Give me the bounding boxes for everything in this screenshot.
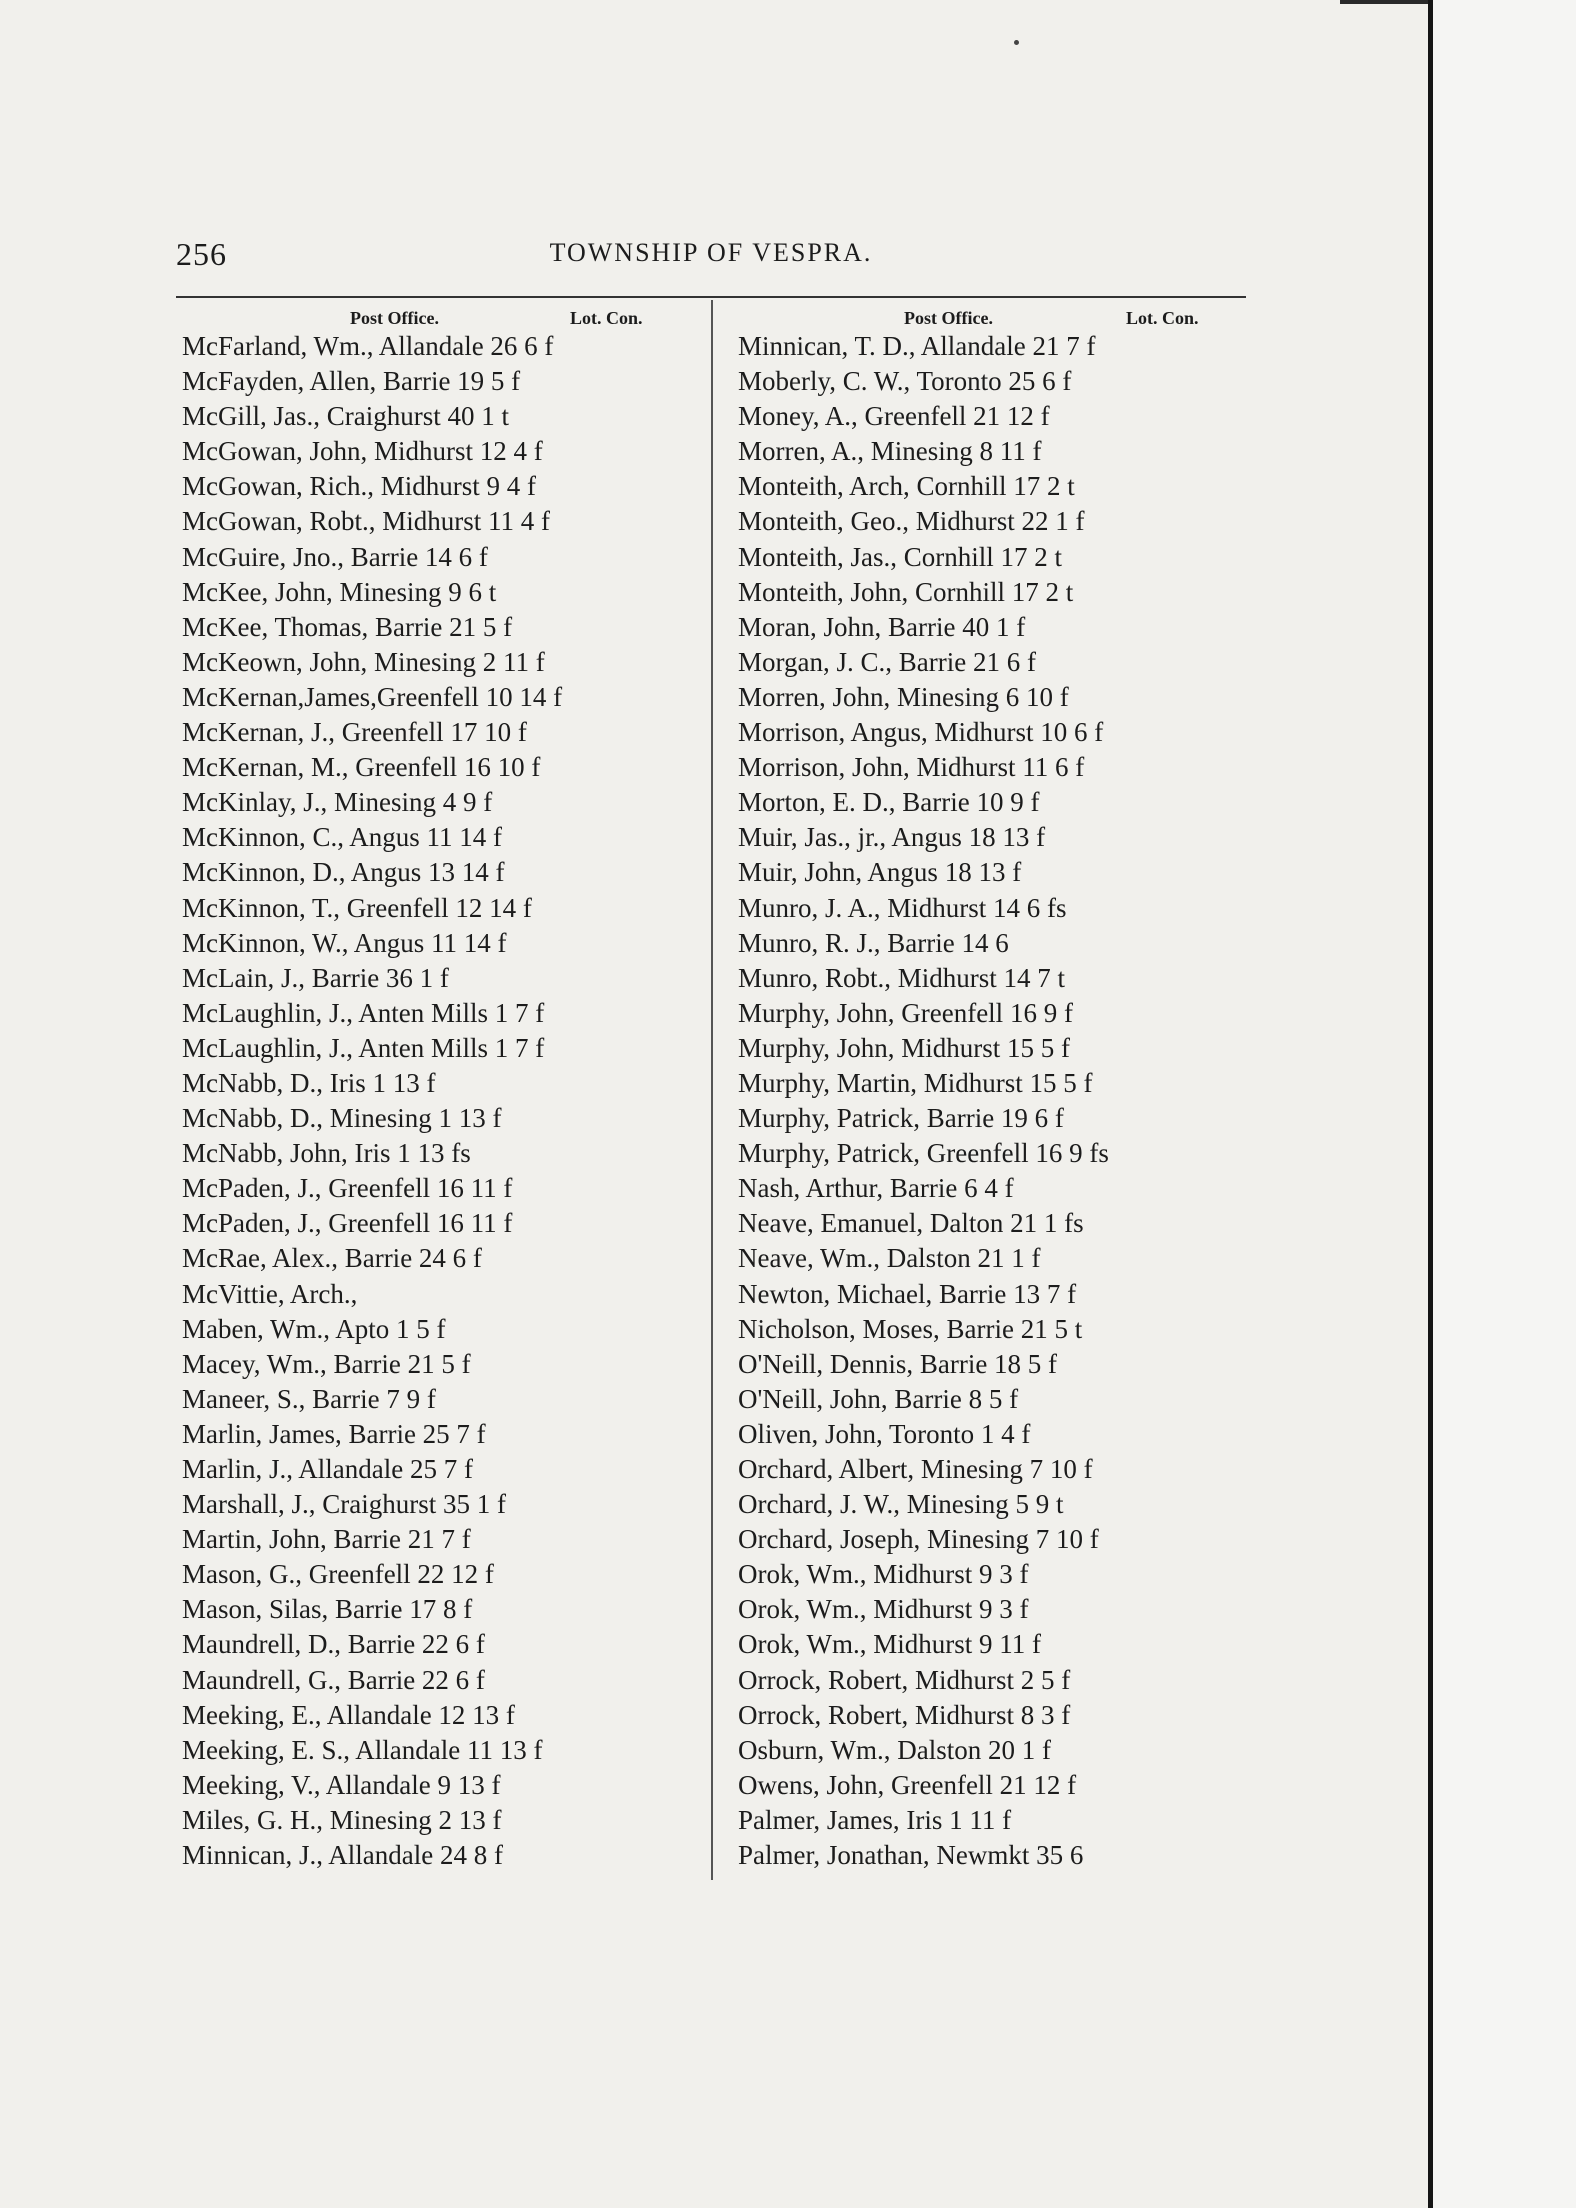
- directory-entry: McPaden, J., Greenfell 16 11 f: [182, 1173, 513, 1204]
- directory-entry: McKinnon, C., Angus 11 14 f: [182, 822, 503, 853]
- directory-entry: Marshall, J., Craighurst 35 1 f: [182, 1489, 506, 1520]
- directory-entry: O'Neill, John, Barrie 8 5 f: [738, 1383, 1019, 1414]
- directory-entry: Palmer, James, Iris 1 11 f: [738, 1804, 1012, 1835]
- left-column: [182, 303, 705, 1873]
- directory-entry: Nash, Arthur, Barrie 6 4 f: [738, 1173, 1014, 1204]
- directory-entry: Marlin, J., Allandale 25 7 f: [182, 1454, 473, 1484]
- directory-entry: Munro, R. J., Barrie 14 6: [738, 927, 1009, 958]
- directory-entry: O'Neill, Dennis, Barrie 18 5 f: [738, 1348, 1058, 1379]
- directory-entry: McKernan, J., Greenfell 17 10 f: [182, 717, 527, 748]
- directory-entry: Meeking, V., Allandale 9 13 f: [182, 1769, 501, 1800]
- directory-entry: McKeown, John, Minesing 2 11 f: [182, 646, 545, 677]
- right-column: [738, 303, 1256, 1873]
- directory-entry: Monteith, Jas., Cornhill 17 2 t: [738, 541, 1062, 572]
- directory-entry: Oliven, John, Toronto 1 4 f: [738, 1418, 1031, 1449]
- directory-entry: Morrison, John, Midhurst 11 6 f: [738, 752, 1085, 783]
- directory-entry: Orchard, Albert, Minesing 7 10 f: [738, 1454, 1093, 1484]
- header-rule: [176, 296, 1246, 298]
- directory-entry: McKinnon, T., Greenfell 12 14 f: [182, 892, 532, 923]
- directory-entry: McNabb, D., Iris 1 13 f: [182, 1067, 436, 1098]
- directory-entry: McLaughlin, J., Anten Mills 1 7 f: [182, 997, 545, 1028]
- directory-entry: McVittie, Arch.,: [182, 1278, 358, 1309]
- directory-entry: Newton, Michael, Barrie 13 7 f: [738, 1278, 1077, 1309]
- directory-entry: Martin, John, Barrie 21 7 f: [182, 1524, 471, 1555]
- directory-entry: McLain, J., Barrie 36 1 f: [182, 962, 449, 993]
- directory-entry: McGill, Jas., Craighurst 40 1 t: [182, 401, 509, 432]
- left-column-header: [182, 303, 705, 329]
- lot-con-header: Lot. Con.: [570, 308, 643, 328]
- directory-entry: Maneer, S., Barrie 7 9 f: [182, 1383, 436, 1414]
- directory-entry: McNabb, John, Iris 1 13 fs: [182, 1138, 471, 1169]
- directory-entry: Meeking, E., Allandale 12 13 f: [182, 1699, 515, 1730]
- directory-entry: Muir, John, Angus 18 13 f: [738, 857, 1022, 888]
- directory-entry: Neave, Wm., Dalston 21 1 f: [738, 1243, 1041, 1274]
- directory-entry: Moran, John, Barrie 40 1 f: [738, 611, 1026, 642]
- directory-entry: McNabb, D., Minesing 1 13 f: [182, 1103, 502, 1134]
- directory-entry: Morrison, Angus, Midhurst 10 6 f: [738, 717, 1104, 748]
- directory-entry: Muir, Jas., jr., Angus 18 13 f: [738, 822, 1046, 853]
- directory-entry: Morgan, J. C., Barrie 21 6 f: [738, 646, 1036, 677]
- speck: [1014, 40, 1019, 45]
- directory-entry: Meeking, E. S., Allandale 11 13 f: [182, 1734, 543, 1765]
- directory-entry: McKinnon, D., Angus 13 14 f: [182, 857, 505, 888]
- directory-entry: Moberly, C. W., Toronto 25 6 f: [738, 366, 1072, 397]
- page-header: [176, 236, 1246, 276]
- directory-entry: Maben, Wm., Apto 1 5 f: [182, 1313, 446, 1344]
- directory-entry: Orchard, Joseph, Minesing 7 10 f: [738, 1524, 1099, 1555]
- directory-entry: McKernan, M., Greenfell 16 10 f: [182, 752, 541, 783]
- directory-entry: Nicholson, Moses, Barrie 21 5 t: [738, 1313, 1083, 1344]
- right-column-header: [738, 303, 1256, 329]
- directory-entry: Murphy, Patrick, Barrie 19 6 f: [738, 1103, 1064, 1134]
- page-number: 256: [176, 236, 227, 272]
- page-title: TOWNSHIP OF VESPRA.: [549, 238, 873, 267]
- directory-entry: Munro, J. A., Midhurst 14 6 fs: [738, 892, 1067, 923]
- directory-entry: Miles, G. H., Minesing 2 13 f: [182, 1804, 502, 1835]
- directory-entry: Orok, Wm., Midhurst 9 3 f: [738, 1559, 1029, 1590]
- directory-entry: Osburn, Wm., Dalston 20 1 f: [738, 1734, 1051, 1765]
- directory-entry: McFayden, Allen, Barrie 19 5 f: [182, 366, 521, 397]
- directory-entry: Murphy, John, Midhurst 15 5 f: [738, 1032, 1071, 1063]
- directory-entry: McKernan,James,Greenfell 10 14 f: [182, 681, 563, 712]
- directory-entry: Macey, Wm., Barrie 21 5 f: [182, 1348, 471, 1379]
- column-divider: [711, 300, 713, 1880]
- ink-blot: [1340, 0, 1428, 4]
- directory-entry: Orrock, Robert, Midhurst 8 3 f: [738, 1699, 1071, 1730]
- directory-entry: Murphy, Patrick, Greenfell 16 9 fs: [738, 1138, 1109, 1169]
- directory-entry: Orchard, J. W., Minesing 5 9 t: [738, 1489, 1064, 1520]
- directory-entry: Minnican, T. D., Allandale 21 7 f: [738, 331, 1096, 361]
- directory-entry: Morren, John, Minesing 6 10 f: [738, 681, 1069, 712]
- directory-entry: Morton, E. D., Barrie 10 9 f: [738, 787, 1040, 818]
- post-office-header: Post Office.: [350, 308, 439, 328]
- directory-entry: Neave, Emanuel, Dalton 21 1 fs: [738, 1208, 1084, 1239]
- directory-entry: McKinnon, W., Angus 11 14 f: [182, 927, 507, 958]
- directory-entry: Owens, John, Greenfell 21 12 f: [738, 1769, 1077, 1800]
- directory-entry: McKinlay, J., Minesing 4 9 f: [182, 787, 493, 818]
- directory-entry: Morren, A., Minesing 8 11 f: [738, 436, 1042, 467]
- directory-entry: Palmer, Jonathan, Newmkt 35 6: [738, 1840, 1084, 1871]
- directory-entry: McGowan, Robt., Midhurst 11 4 f: [182, 506, 550, 537]
- directory-entry: McLaughlin, J., Anten Mills 1 7 f: [182, 1032, 545, 1063]
- directory-entry: Murphy, John, Greenfell 16 9 f: [738, 997, 1073, 1028]
- directory-entry: McGowan, Rich., Midhurst 9 4 f: [182, 471, 536, 502]
- directory-entry: Maundrell, D., Barrie 22 6 f: [182, 1629, 485, 1660]
- directory-entry: Mason, G., Greenfell 22 12 f: [182, 1559, 494, 1590]
- directory-entry: Money, A., Greenfell 21 12 f: [738, 401, 1050, 432]
- adjacent-page-strip: [1433, 0, 1576, 2208]
- directory-entry: McPaden, J., Greenfell 16 11 f: [182, 1208, 513, 1239]
- directory-entry: Orok, Wm., Midhurst 9 3 f: [738, 1594, 1029, 1625]
- directory-entry: Mason, Silas, Barrie 17 8 f: [182, 1594, 473, 1625]
- directory-entry: Murphy, Martin, Midhurst 15 5 f: [738, 1067, 1093, 1098]
- directory-entry: Monteith, Arch, Cornhill 17 2 t: [738, 471, 1075, 502]
- directory-entry: Monteith, John, Cornhill 17 2 t: [738, 576, 1074, 607]
- right-entry-list: [738, 329, 1256, 1873]
- lot-con-header: Lot. Con.: [1126, 308, 1199, 328]
- directory-entry: Munro, Robt., Midhurst 14 7 t: [738, 962, 1066, 993]
- directory-entry: McKee, Thomas, Barrie 21 5 f: [182, 611, 513, 642]
- directory-entry: McKee, John, Minesing 9 6 t: [182, 576, 497, 607]
- directory-entry: Marlin, James, Barrie 25 7 f: [182, 1418, 486, 1449]
- left-entry-list: [182, 329, 705, 1873]
- directory-entry: McGowan, John, Midhurst 12 4 f: [182, 436, 543, 467]
- directory-entry: McRae, Alex., Barrie 24 6 f: [182, 1243, 482, 1274]
- directory-entry: McFarland, Wm., Allandale 26 6 f: [182, 331, 554, 361]
- directory-entry: Minnican, J., Allandale 24 8 f: [182, 1840, 503, 1871]
- directory-entry: Orrock, Robert, Midhurst 2 5 f: [738, 1664, 1071, 1695]
- directory-entry: Orok, Wm., Midhurst 9 11 f: [738, 1629, 1041, 1660]
- directory-entry: Maundrell, G., Barrie 22 6 f: [182, 1664, 485, 1695]
- directory-entry: McGuire, Jno., Barrie 14 6 f: [182, 541, 488, 572]
- post-office-header: Post Office.: [904, 308, 993, 328]
- directory-entry: Monteith, Geo., Midhurst 22 1 f: [738, 506, 1085, 537]
